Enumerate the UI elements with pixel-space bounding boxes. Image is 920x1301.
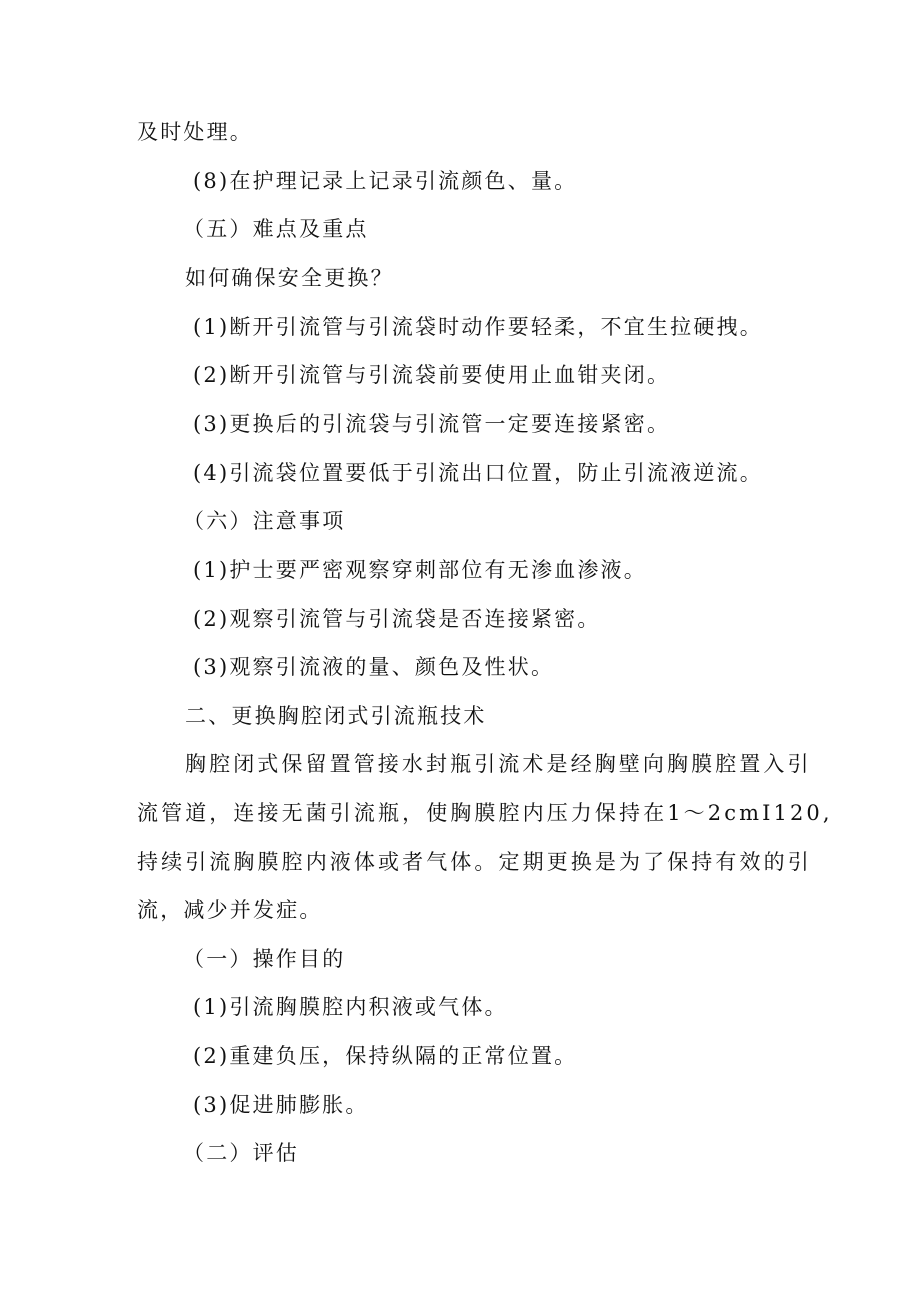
list-item: (2)重建负压，保持纵隔的正常位置。: [193, 1044, 578, 1068]
list-item: (1)断开引流管与引流袋时动作要轻柔，不宜生拉硬拽。: [193, 315, 763, 339]
text-line: 及时处理。: [137, 120, 253, 144]
paragraph-line: 流，减少并发症。: [137, 898, 323, 922]
list-item: (1)护士要严密观察穿刺部位有无渗血渗液。: [193, 558, 647, 582]
list-item: (8)在护理记录上记录引流颜色、量。: [193, 169, 578, 193]
question-line: 如何确保安全更换？: [185, 266, 394, 290]
section-heading: （六）注意事项: [183, 509, 346, 533]
list-item: (2)观察引流管与引流袋是否连接紧密。: [193, 607, 601, 631]
list-item: (3)促进肺膨胀。: [193, 1093, 369, 1117]
section-heading: （一）操作目的: [183, 947, 346, 971]
paragraph-line: 流管道，连接无菌引流瓶，使胸膜腔内压力保持在1～2cmI120,: [137, 801, 833, 825]
list-item: (1)引流胸膜腔内积液或气体。: [193, 995, 508, 1019]
list-item: (3)更换后的引流袋与引流管一定要连接紧密。: [193, 412, 671, 436]
paragraph-line: 持续引流胸膜腔内液体或者气体。定期更换是为了保持有效的引: [137, 850, 812, 874]
section-heading: （二）评估: [183, 1141, 299, 1165]
paragraph-line: 胸腔闭式保留置管接水封瓶引流术是经胸壁向胸膜腔置入引: [185, 752, 812, 776]
list-item: (3)观察引流液的量、颜色及性状。: [193, 655, 555, 679]
section-heading: （五）难点及重点: [183, 217, 369, 241]
chapter-heading: 二、更换胸腔闭式引流瓶技术: [185, 704, 487, 728]
list-item: (4)引流袋位置要低于引流出口位置，防止引流液逆流。: [193, 461, 763, 485]
list-item: (2)断开引流管与引流袋前要使用止血钳夹闭。: [193, 363, 671, 387]
